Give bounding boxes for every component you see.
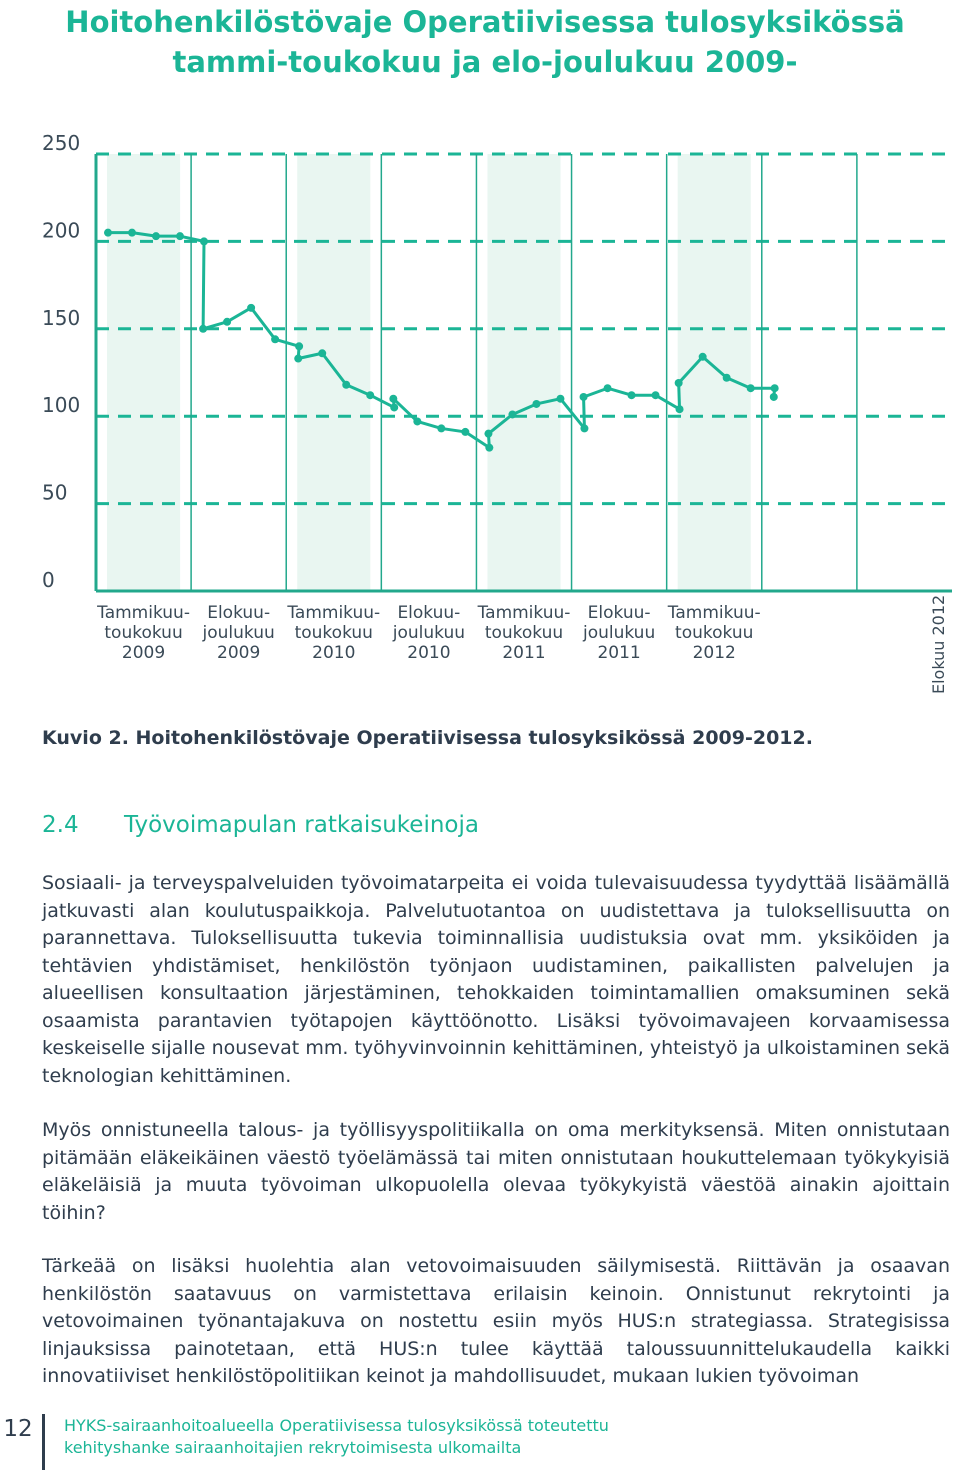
x-period-label: Tammikuu-toukokuu 2011: [477, 603, 571, 663]
data-point: [271, 335, 279, 343]
data-point: [675, 379, 683, 387]
data-point: [223, 318, 231, 326]
data-point: [652, 391, 660, 399]
data-point: [390, 403, 398, 411]
data-point: [437, 424, 445, 432]
y-tick-label: 100: [42, 393, 81, 418]
x-period-label: Tammikuu-toukokuu 2012: [667, 603, 761, 663]
line-chart: [0, 130, 960, 700]
data-point: [484, 430, 492, 438]
data-point: [200, 237, 208, 245]
data-point: [342, 381, 350, 389]
x-period-label: Elokuu-joulukuu 2009: [202, 603, 275, 663]
period-band: [297, 154, 370, 591]
footer-line-2: kehityshanke sairaanhoitajien rekrytoimisesta ulkomailta: [64, 1438, 522, 1457]
footer-line-1: HYKS-sairaanhoitoalueella Operatiivisessa tulosyksikössä toteutettu: [64, 1416, 609, 1435]
x-period-label: Tammikuu-toukokuu 2009: [97, 603, 190, 663]
x-period-label: Tammikuu-toukokuu 2010: [287, 603, 381, 663]
data-point: [128, 229, 136, 237]
chart-title-line-1: Hoitohenkilöstövaje Operatiivisessa tulosyksikössä: [65, 5, 905, 39]
data-point: [699, 353, 707, 361]
data-point: [485, 444, 493, 452]
data-point: [389, 395, 397, 403]
chart-title: [40, 2, 930, 82]
y-tick-label: 250: [42, 131, 81, 155]
data-point: [152, 232, 160, 240]
data-point: [461, 428, 469, 436]
data-point: [771, 384, 779, 392]
data-point: [770, 393, 778, 401]
section-title: Työvoimapulan ratkaisukeinoja: [124, 812, 479, 838]
data-point: [199, 325, 207, 333]
x-period-label: Elokuu-joulukuu 2010: [392, 603, 466, 663]
x-period-label: Elokuu-joulukuu 2011: [582, 603, 656, 663]
data-point: [723, 374, 731, 382]
section-number: 2.4: [42, 812, 79, 838]
data-point: [628, 391, 636, 399]
data-point: [247, 304, 255, 312]
data-point: [508, 410, 516, 418]
data-point: [318, 349, 326, 357]
section-heading: [42, 812, 479, 838]
footer-text: [64, 1415, 609, 1459]
data-point: [580, 424, 588, 432]
data-point: [580, 393, 588, 401]
y-tick-label: 50: [42, 480, 68, 505]
data-point: [366, 391, 374, 399]
paragraph-2: Myös onnistuneella talous- ja työllisyyspolitiikalla on oma merkityksensä. Miten onnistutaan pitämään eläkeikäinen väestö työelämässä tai miten onnistutaan houkuttelemaan työkykyisiä eläkeläisiä ja muuta työvoiman ulkopuolella olevaa työkykyistä väestöä ainakin ajoittain töihin?: [42, 1119, 950, 1224]
data-point: [413, 417, 421, 425]
data-point: [556, 395, 564, 403]
y-tick-label: 200: [42, 218, 81, 243]
chart-title-line-2: tammi-toukokuu ja elo-joulukuu 2009-: [172, 45, 798, 79]
y-tick-label: 150: [42, 305, 81, 330]
data-point: [604, 384, 612, 392]
data-point: [176, 232, 184, 240]
data-point: [676, 405, 684, 413]
page-number: 12: [3, 1416, 33, 1442]
data-point: [295, 342, 303, 350]
data-point: [532, 400, 540, 408]
data-point: [104, 229, 112, 237]
footer-divider: [42, 1414, 45, 1470]
data-point: [294, 355, 302, 363]
period-band: [107, 154, 180, 591]
figure-caption: Kuvio 2. Hoitohenkilöstövaje Operatiivisessa tulosyksikössä 2009-2012.: [42, 727, 813, 749]
paragraph-1: Sosiaali- ja terveyspalveluiden työvoimatarpeita ei voida tulevaisuudessa tyydyttää lisäämällä jatkuvasti alan koulutuspaikkoja. Palvelutuotantoa on uudistettava ja tuloksellisuutta on parannettava. Tuloksellisuutta tukevia toiminnallisia uudistuksia ovat mm. yksiköiden ja tehtävien yhdistämiset, henkilöstön työnjaon uudistaminen, paikallisten palvelujen ja alueellisen konsultaation järjestäminen, tehokkaiden toimintamallien omaksuminen sekä osaamista parantavien työtapojen käyttöönotto. Lisäksi työvoimavajeen korvaamisessa keskeiselle sijalle nousevat mm. työhyvinvoinnin kehittäminen, yhteistyö ja ulkoistaminen sekä teknologian kehittäminen.: [42, 872, 950, 1087]
paragraph-3: Tärkeää on lisäksi huolehtia alan vetovoimaisuuden säilymisestä. Riittävän ja osaavan henkilöstön saatavuus on varmistettava erilaisin keinoin. Onnistunut rekrytointi ja vetovoimainen työnantajakuva on nostettu esiin myös HUS:n strategiassa. Strategisissa linjauksissa painotetaan, että HUS:n tulee käyttää taloussuunnittelukaudella kaikki innovatiiviset henkilöstöpolitiikan keinot ja mahdollisuudet, mukaan lukien työvoiman: [42, 1255, 950, 1387]
period-band: [487, 154, 560, 591]
y-tick-label: 0: [42, 568, 55, 592]
x-last-label: Elokuu 2012: [929, 594, 948, 694]
data-point: [747, 384, 755, 392]
